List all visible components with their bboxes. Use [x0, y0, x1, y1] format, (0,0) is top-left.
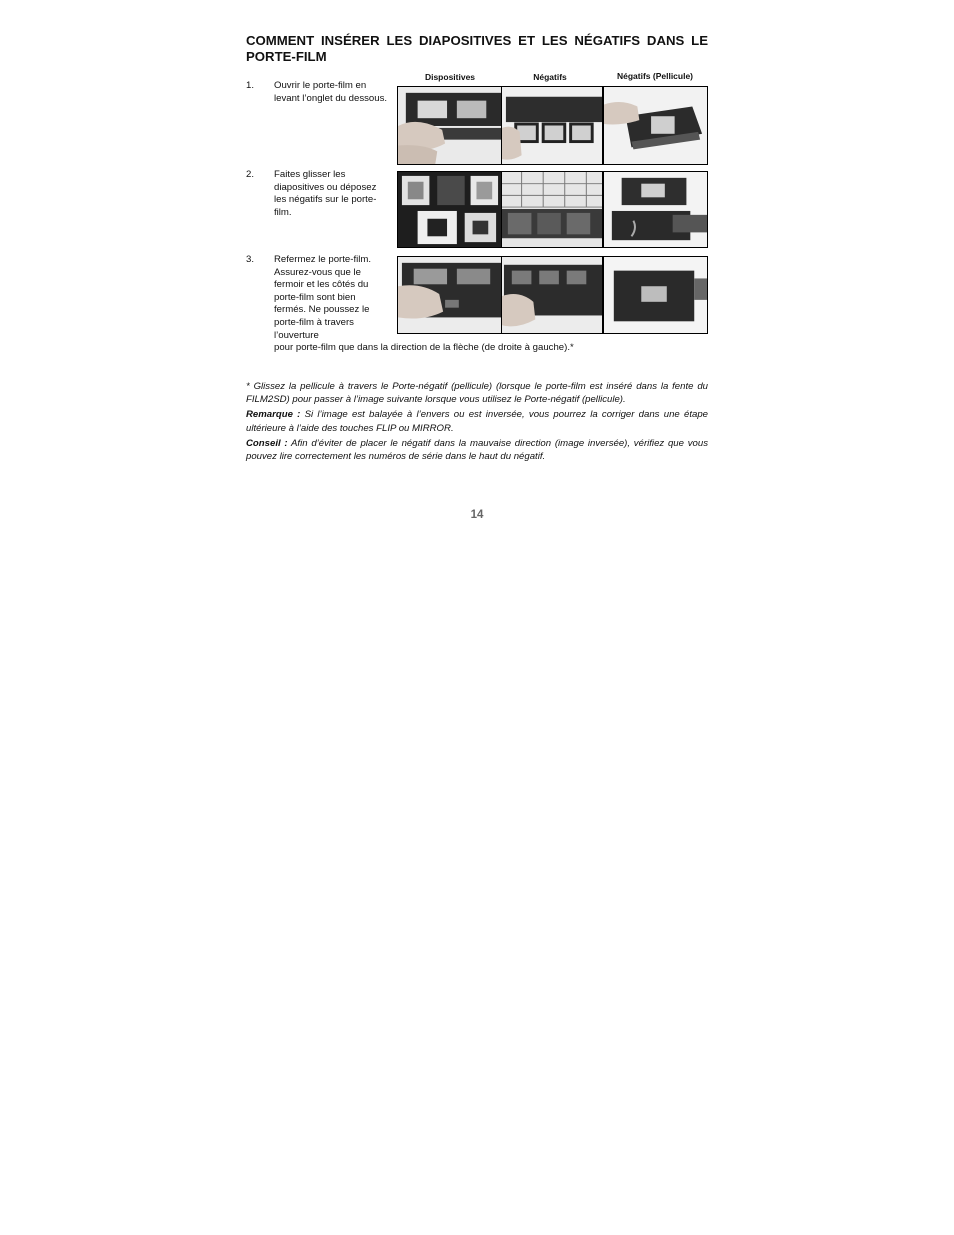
- notes-section: [246, 380, 708, 465]
- page-number: 14: [470, 509, 484, 521]
- photo-negatives-loaded: [501, 171, 603, 248]
- photo-slides-loaded: [397, 171, 502, 248]
- tip-text: Afin d’éviter de placer le négatif dans la mauvaise direction (image inversée), vérifiez que vous pouvez lire correctement les numéros de série dans le haut du négatif.: [246, 437, 709, 463]
- tip-label: Conseil :: [246, 437, 288, 449]
- photo-film-strip-loaded: [603, 171, 708, 248]
- photo-slide-holder-closed: [397, 256, 502, 334]
- column-label-film-strip: Négatifs (Pellicule): [616, 71, 694, 81]
- column-label-slides: Dispositives: [424, 72, 476, 82]
- photo-negative-holder-open: [501, 86, 603, 165]
- remark: [246, 408, 708, 434]
- remark-text: Si l’image est balayée à l’envers ou est inversée, vous pourrez la corriger dans une étape ultérieure à l’aide des touches FLIP ou MIRROR.: [246, 409, 708, 434]
- step-2-text: Faites glisser les diapositives ou déposez les négatifs sur le porte-film.: [274, 169, 377, 218]
- step-3-number: 3.: [246, 254, 255, 265]
- photo-negative-holder-closed: [501, 256, 603, 334]
- step-1-number: 1.: [246, 80, 255, 91]
- photo-slide-holder-open: [397, 86, 502, 165]
- step-2-number: 2.: [246, 169, 255, 180]
- photo-film-holder-closed: [603, 256, 708, 334]
- page-title: COMMENT INSÉRER LES DIAPOSITIVES ET LES NÉGATIFS DANS LE PORTE-FILM: [246, 33, 708, 64]
- step-1-text: Ouvrir le porte-film en levant l’onglet du dessous.: [274, 80, 388, 104]
- photo-film-holder-open: [603, 86, 708, 165]
- column-label-negatives: Négatifs: [533, 72, 567, 82]
- footnote: * Glissez la pellicule à travers le Porte-négatif (pellicule) (lorsque le porte-film est inséré dans la fente du FILM2SD) pour passer à l’image suivante lorsque vous utilisez le Porte-négatif (pellicule).: [246, 381, 708, 406]
- remark-label: Remarque :: [246, 409, 301, 421]
- step-3-text-continuation: pour porte-film que dans la direction de la flèche (de droite à gauche).*: [274, 342, 574, 353]
- step-3-text: Refermez le porte-film. Assurez-vous que le fermoir et les côtés du porte-film sont bien fermés. Ne poussez le porte-film à travers l’ouverture: [274, 254, 372, 341]
- tip: [246, 437, 708, 463]
